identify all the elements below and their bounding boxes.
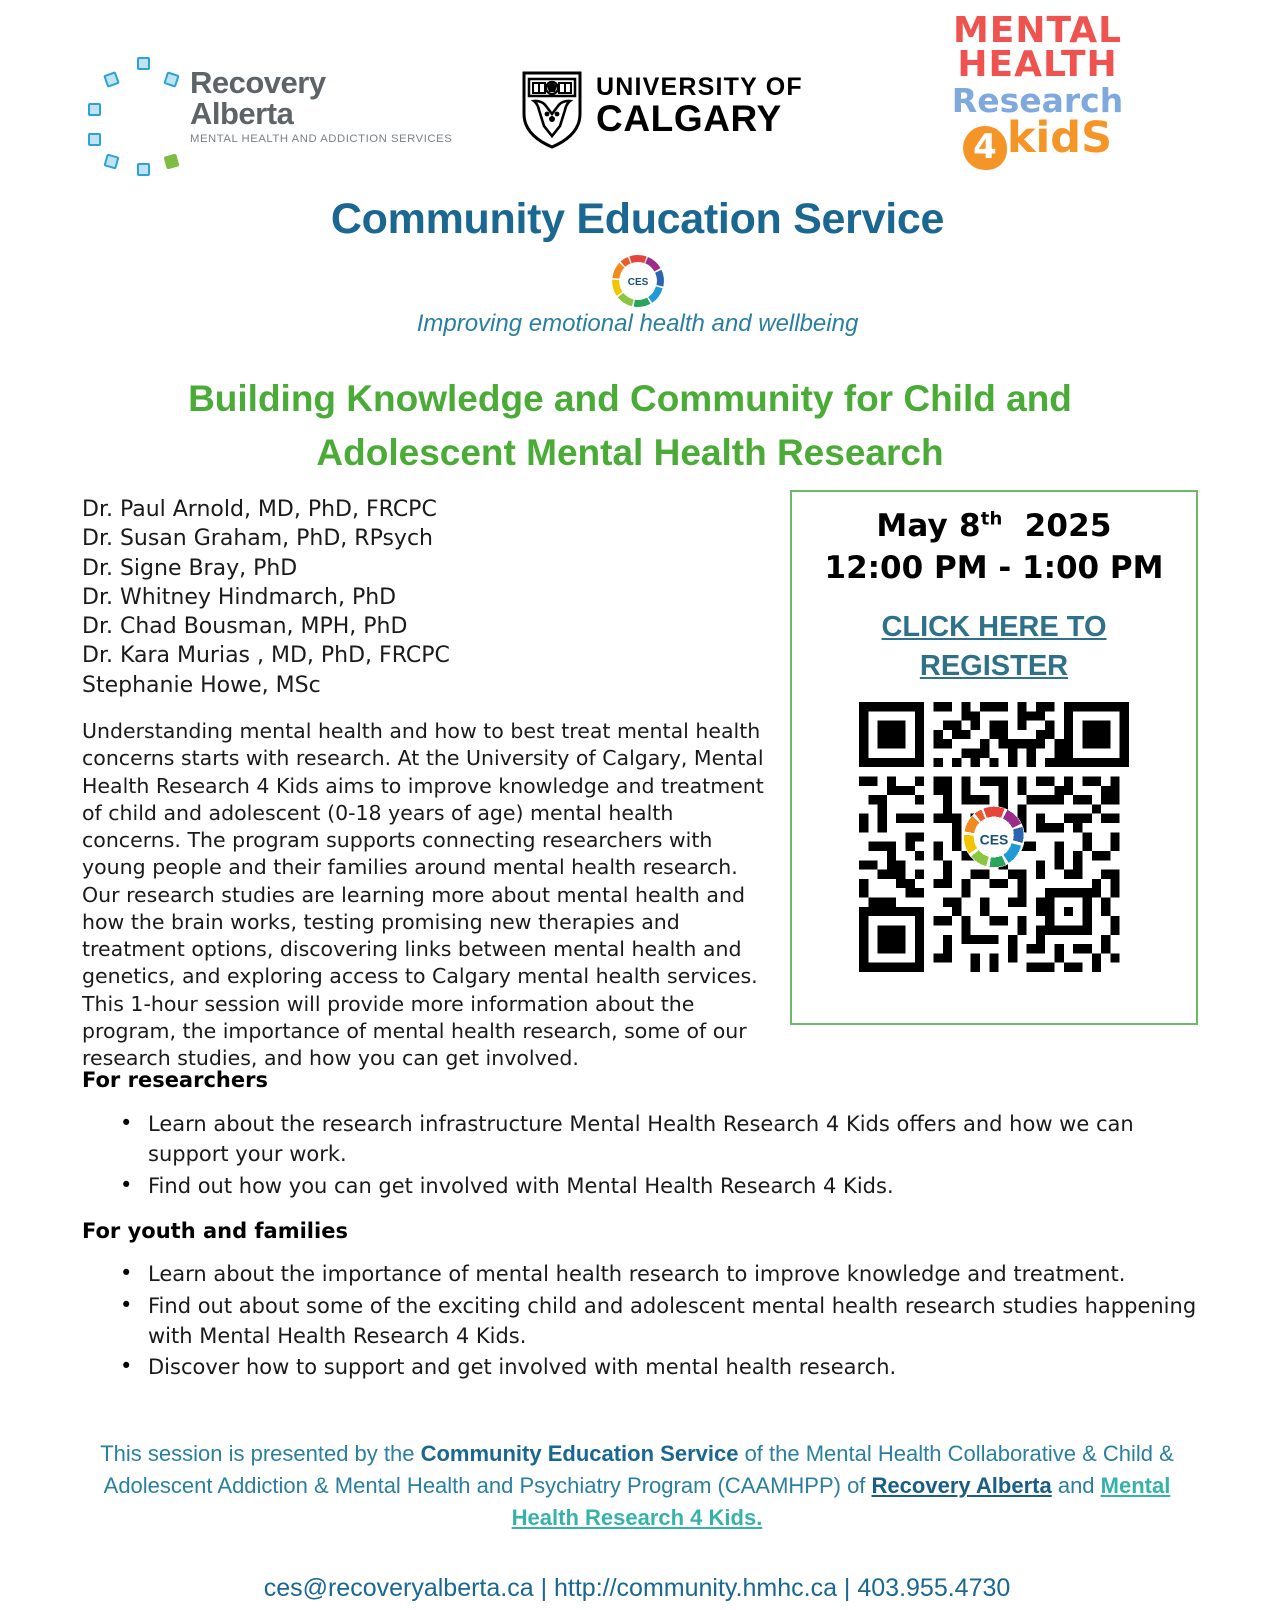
footer-link-mhr4kids[interactable]: Mental Health Research 4 Kids. <box>511 1472 1171 1530</box>
presenter-list <box>82 495 742 700</box>
tagline: Improving emotional health and wellbeing <box>416 310 859 337</box>
register-link[interactable] <box>792 608 1196 686</box>
footer-credits <box>82 1438 1192 1534</box>
mhr4kids-line2: HEALTH <box>957 44 1118 86</box>
presenter-item: Dr. Whitney Hindmarch, PhD <box>82 584 397 610</box>
ces-mark-text: CES <box>627 277 648 288</box>
footer-part1: This session is presented by the <box>100 1441 421 1466</box>
recovery-alberta-subtitle: MENTAL HEALTH AND ADDICTION SERVICES <box>190 133 453 145</box>
list-item: • Learn about the research infrastructure Mental Health Research 4 Kids offers and how we can support your work. <box>148 1110 1198 1170</box>
session-title: Building Knowledge and Community for Child and Adolescent Mental Health Research <box>188 378 1072 473</box>
mhr4kids-four: 4 <box>963 126 1007 170</box>
section-list-researchers <box>108 1110 1198 1203</box>
page-title: Community Education Service <box>330 195 945 243</box>
recovery-alberta-logo <box>85 55 453 165</box>
recovery-alberta-name: Recovery Alberta <box>190 65 326 131</box>
footer-part2: of the Mental Health Collaborative & Child & Adolescent Addiction & Mental Health and Psychiatry Program (CAAMHPP) of <box>103 1441 1174 1498</box>
session-description: Understanding mental health and how to best treat mental health concerns starts with research. At the University of Calgary, Mental Health Research 4 Kids aims to improve knowledge and treatment of child and adolescent (0-18 years of age) mental health concerns. The program supports connecting researchers with young people and their families around mental health research. Our research studies are learning more about mental health and how the brain works, testing promising new therapies and treatment options, discovering links between mental health and genetics, and exploring access to Calgary mental health services. This 1-hour session will provide more information about the program, the importance of mental health research, some of our research studies, and how you can get involved. <box>82 719 764 1070</box>
mhr4kids-line1: MENTAL <box>952 10 1123 51</box>
uofc-line2: CALGARY <box>596 98 782 140</box>
section-heading-families: For youth and families <box>82 1219 348 1243</box>
logo-row <box>0 0 1275 180</box>
mhr4kids-line3: Research <box>951 81 1124 121</box>
presenter-item: Dr. Signe Bray, PhD <box>82 555 298 581</box>
footer-part3: and <box>1051 1472 1101 1498</box>
event-date <box>792 508 1196 544</box>
event-time: 12:00 PM - 1:00 PM <box>824 550 1164 586</box>
list-item: • Find out about some of the exciting child and adolescent mental health research studies happening with Mental Health Research 4 Kids. <box>148 1292 1198 1352</box>
footer-link-recovery-alberta[interactable]: Recovery Alberta <box>871 1472 1052 1498</box>
list-item: • Discover how to support and get involved with mental health research. <box>148 1353 1198 1383</box>
footer-ces-bold: Community Education Service <box>420 1441 739 1466</box>
register-link-line1: CLICK HERE TO <box>881 611 1107 643</box>
university-of-calgary-logo <box>520 70 810 160</box>
event-date-monthday: May 8 <box>876 508 981 544</box>
uofc-shield-icon <box>520 70 584 150</box>
presenter-item: Dr. Chad Bousman, MPH, PhD <box>82 614 408 639</box>
mhr4kids-kids: kidS <box>1006 113 1113 164</box>
presenter-item: Dr. Susan Graham, PhD, RPsych <box>82 526 433 552</box>
presenter-item: Stephanie Howe, MSc <box>82 672 321 698</box>
recovery-alberta-dots-icon <box>85 55 195 165</box>
list-item: • Find out how you can get involved with Mental Health Research 4 Kids. <box>148 1172 1198 1202</box>
qr-code-wrap <box>792 702 1196 972</box>
qr-code-icon[interactable] <box>859 702 1129 972</box>
ces-logo-wrap <box>0 250 1275 317</box>
uofc-line1: UNIVERSITY OF <box>596 73 803 101</box>
qr-ces-label: CES <box>979 831 1009 848</box>
event-date-year: 2025 <box>1024 508 1112 544</box>
section-heading-researchers: For researchers <box>82 1068 268 1092</box>
ces-ring-icon <box>602 250 674 312</box>
presenter-item: Dr. Kara Murias , MD, PhD, FRCPC <box>82 643 450 669</box>
footer-contact-line[interactable]: ces@recoveryalberta.ca | http://community.hmhc.ca | 403.955.4730 <box>263 1574 1011 1602</box>
register-link-line2: REGISTER <box>919 650 1069 683</box>
presenter-item: Dr. Paul Arnold, MD, PhD, FRCPC <box>82 497 437 522</box>
list-item: • Learn about the importance of mental health research to improve knowledge and treatment. <box>148 1260 1198 1290</box>
mhr4kids-line4 <box>930 113 1145 170</box>
event-date-ordinal: th <box>980 508 1003 530</box>
section-list-families <box>108 1260 1198 1385</box>
event-info-box <box>790 490 1198 1025</box>
mhr4kids-logo <box>930 10 1145 169</box>
